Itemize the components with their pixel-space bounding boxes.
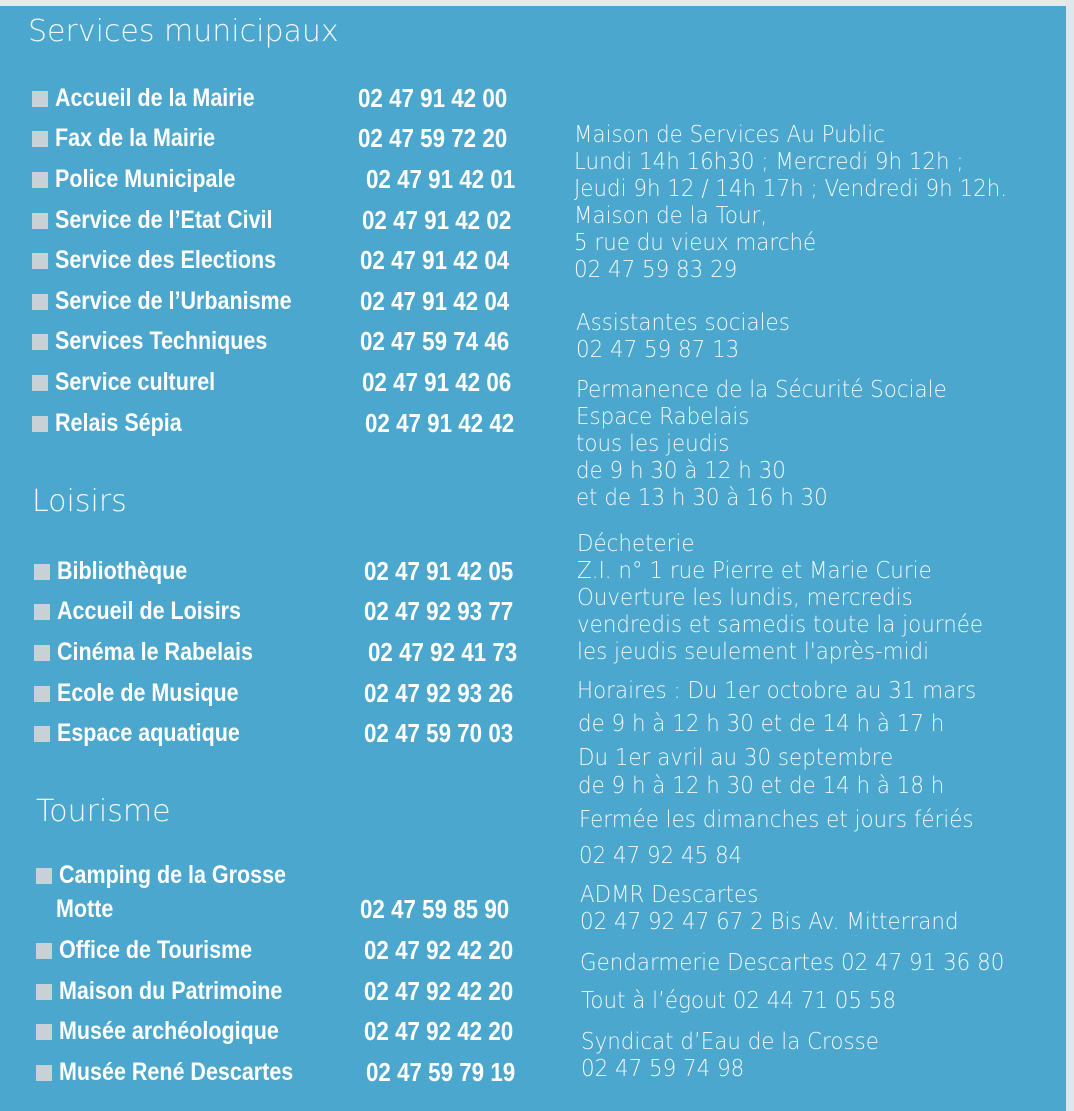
tourisme-name-line1: Camping de la Grosse [59,861,287,889]
bullet-icon [32,294,48,310]
bullet-icon [32,213,48,229]
bullet-icon [32,334,48,350]
info-line: Permanence de la Sécurité Sociale [576,377,947,403]
info-line-horaires1: Horaires : Du 1er octobre au 31 mars [577,678,977,704]
tourisme-phone: 02 47 92 42 20 [364,976,514,1006]
info-line: les jeudis seulement l'après-midi [577,639,930,665]
tourisme-name: Office de Tourisme [59,936,253,964]
loisir-phone: 02 47 92 93 26 [364,678,514,708]
info-block-admr [580,882,959,936]
tourisme-phone: 02 47 59 85 90 [360,894,510,924]
service-name: Service de l’Etat Civil [55,206,273,234]
info-line-fermee: Fermée les dimanches et jours fériés [579,807,974,833]
bullet-icon [34,604,50,620]
bullet-icon [34,686,50,702]
service-phone: 02 47 91 42 04 [360,245,510,275]
loisir-phone: 02 47 92 93 77 [364,596,514,626]
info-line: Maison de la Tour, [574,203,768,229]
bullet-icon [34,726,50,742]
loisir-name: Espace aquatique [57,719,240,747]
service-name: Fax de la Mairie [55,124,216,152]
service-phone: 02 47 91 42 42 [365,408,515,438]
info-line: Ouverture les lundis, mercredis [577,585,913,611]
service-phone: 02 47 59 72 20 [358,123,508,153]
info-line: Lundi 14h 16h30 ; Mercredi 9h 12h ; [574,149,964,175]
service-name: Accueil de la Mairie [55,84,255,112]
bullet-icon [34,645,50,661]
tourisme-name-line2: Motte [56,895,114,923]
tourisme-name: Musée René Descartes [59,1058,294,1086]
loisir-name: Cinéma le Rabelais [57,638,253,666]
service-phone: 02 47 91 42 06 [362,367,512,397]
scan-edge-right [1066,0,1074,1111]
info-line-egout: Tout à l’égout 02 44 71 05 58 [581,988,897,1014]
bullet-icon [36,1024,52,1040]
service-name: Service de l’Urbanisme [55,287,292,315]
service-name: Service des Elections [55,246,277,274]
info-line: vendredis et samedis toute la journée [577,612,984,638]
info-line: 5 rue du vieux marché [574,230,817,256]
info-line: Z.I. n° 1 rue Pierre et Marie Curie [577,558,932,584]
info-line: Assistantes sociales [576,310,790,336]
bullet-icon [34,564,50,580]
info-line-decheterie-phone: 02 47 92 45 84 [579,843,743,869]
info-line: 02 47 59 83 29 [574,257,738,283]
loisir-name: Accueil de Loisirs [57,597,242,625]
info-line: Syndicat d’Eau de la Crosse [581,1029,879,1055]
bullet-icon [36,868,52,884]
bullet-icon [36,984,52,1000]
bullet-icon [32,416,48,432]
service-name: Service culturel [55,368,216,396]
loisir-phone: 02 47 91 42 05 [364,556,514,586]
info-line: 02 47 59 87 13 [576,337,740,363]
info-line: et de 13 h 30 à 16 h 30 [576,485,828,511]
service-phone: 02 47 91 42 00 [358,83,508,113]
service-name: Relais Sépia [55,409,182,437]
service-name: Services Techniques [55,327,268,355]
service-phone: 02 47 91 42 02 [362,205,512,235]
loisir-name: Bibliothèque [57,557,188,585]
info-line-gendarmerie: Gendarmerie Descartes 02 47 91 36 80 [580,950,1005,976]
tourisme-phone: 02 47 92 42 20 [364,1016,514,1046]
info-block-secu [576,377,947,512]
info-line: Décheterie [577,531,695,557]
tourisme-name: Maison du Patrimoine [59,977,283,1005]
section-title-tourisme: Tourisme [36,794,171,829]
info-line-horaires2: de 9 h à 12 h 30 et de 14 h à 17 h [578,711,945,737]
info-line: de 9 h 30 à 12 h 30 [576,458,786,484]
loisir-phone: 02 47 59 70 03 [364,718,514,748]
info-line-horaires3: Du 1er avril au 30 septembre [578,745,894,771]
info-block-syndicat [581,1029,879,1083]
info-line: 02 47 92 47 67 2 Bis Av. Mitterrand [580,909,959,935]
info-line: ADMR Descartes [580,882,759,908]
info-line: tous les jeudis [576,431,730,457]
service-phone: 02 47 91 42 04 [360,286,510,316]
info-block-assistantes [576,310,790,364]
section-title-loisirs: Loisirs [32,484,127,519]
service-name: Police Municipale [55,165,236,193]
section-title-services: Services municipaux [28,14,339,49]
bullet-icon [32,253,48,269]
bullet-icon [32,172,48,188]
info-block-decheterie [577,531,983,666]
info-line: Jeudi 9h 12 / 14h 17h ; Vendredi 9h 12h. [574,176,1008,202]
service-phone: 02 47 59 74 46 [360,326,510,356]
bullet-icon [32,91,48,107]
info-block-msap [574,122,1007,284]
loisir-name: Ecole de Musique [57,679,239,707]
info-line: Maison de Services Au Public [574,122,885,148]
bullet-icon [36,1065,52,1081]
tourisme-phone: 02 47 59 79 19 [366,1057,516,1087]
bullet-icon [32,375,48,391]
bullet-icon [36,943,52,959]
info-line-horaires4: de 9 h à 12 h 30 et de 14 h à 18 h [578,773,945,799]
loisir-phone: 02 47 92 41 73 [368,637,518,667]
service-phone: 02 47 91 42 01 [366,164,516,194]
info-line: 02 47 59 74 98 [581,1056,745,1082]
info-line: Espace Rabelais [576,404,750,430]
bullet-icon [32,131,48,147]
tourisme-name: Musée archéologique [59,1017,279,1045]
scan-edge-top [0,0,1074,6]
tourisme-phone: 02 47 92 42 20 [364,935,514,965]
